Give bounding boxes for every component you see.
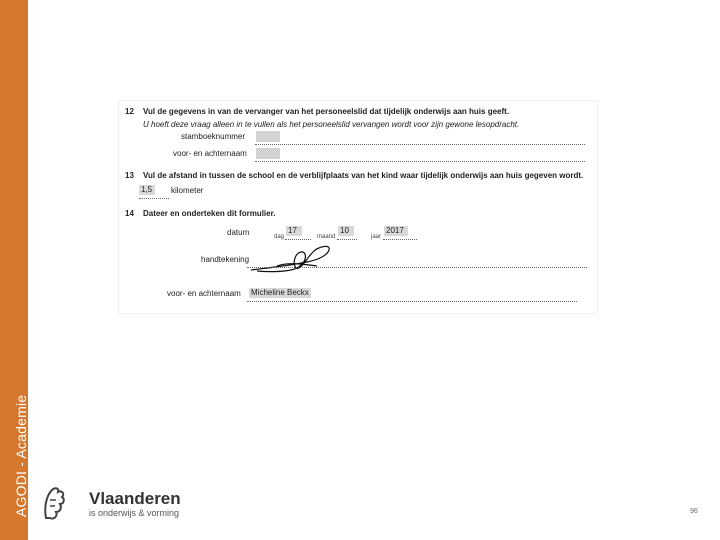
page-number: 96	[690, 508, 698, 515]
vervanger-name-field[interactable]	[256, 148, 280, 159]
distance-line	[139, 198, 169, 199]
day-field[interactable]: 17	[286, 226, 302, 236]
form-excerpt	[119, 101, 597, 313]
q12-question: Vul de gegevens in van de vervanger van het personeelslid dat tijdelijk onderwijs aan huis geeft.	[143, 107, 510, 116]
sidebar-label: AGODI - Academie	[13, 394, 29, 517]
date-label: datum	[227, 228, 250, 237]
q13-question: Vul de afstand in tussen de school en de verblijfplaats van het kind waar tijdelijk onderwijs aan huis gegeven wordt.	[143, 171, 584, 180]
signature-label: handtekening	[201, 255, 250, 264]
stamboeknummer-field[interactable]	[256, 131, 280, 142]
q12-note: U hoeft deze vraag alleen in te vullen als het personeelslid vervangen wordt voor zijn gewone lesopdracht.	[143, 120, 520, 129]
distance-unit: kilometer	[171, 186, 204, 195]
name-field[interactable]: Micheline Beckx	[251, 288, 309, 297]
q12-number: 12	[125, 107, 134, 116]
year-line	[383, 239, 417, 240]
name-label: voor- en achternaam	[167, 289, 241, 298]
year-field[interactable]: 2017	[384, 226, 408, 236]
name-line	[247, 301, 577, 302]
day-line	[285, 239, 311, 240]
q13-number: 13	[125, 171, 134, 180]
stamboeknummer-label: stamboeknummer	[181, 132, 246, 141]
vervanger-name-line	[255, 161, 585, 162]
brand-name: Vlaanderen	[89, 489, 181, 508]
month-field[interactable]: 10	[338, 226, 354, 236]
month-line	[337, 239, 357, 240]
q14-question: Dateer en onderteken dit formulier.	[143, 209, 276, 218]
stamboeknummer-line	[255, 144, 585, 145]
brand-subtitle: is onderwijs & vorming	[89, 508, 180, 518]
distance-field[interactable]: 1,5	[139, 185, 155, 195]
month-label: maand	[317, 234, 336, 240]
vervanger-name-label: voor- en achternaam	[173, 149, 247, 158]
sidebar	[0, 0, 28, 540]
vlaanderen-lion-icon	[40, 478, 70, 530]
signature-line	[247, 267, 587, 268]
signature-image	[247, 244, 333, 278]
day-label: dag	[274, 234, 285, 240]
year-label: jaar	[371, 234, 382, 240]
q14-number: 14	[125, 209, 134, 218]
